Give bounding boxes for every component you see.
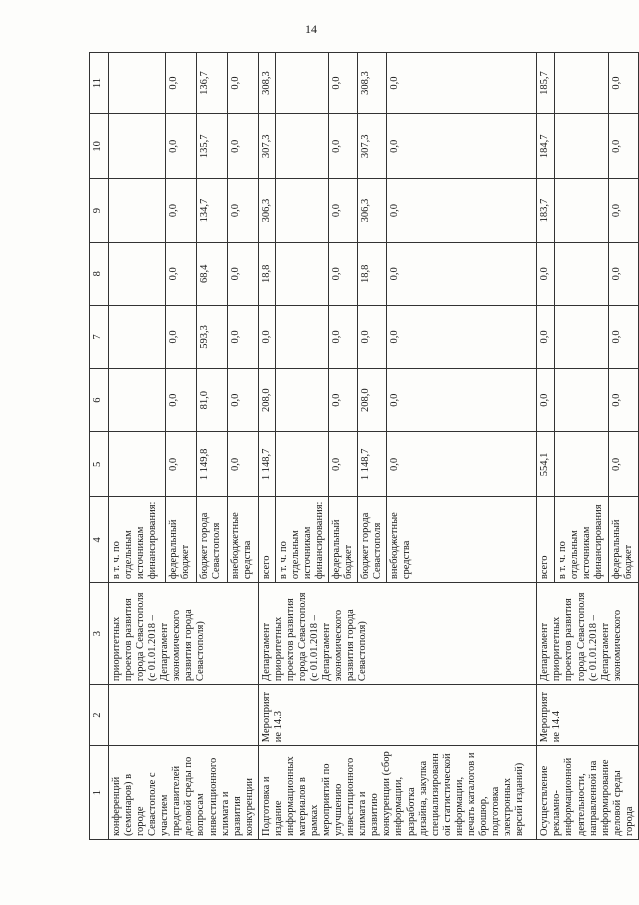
value-cell [554,432,608,497]
value-cell: 0,0 [329,369,358,432]
header-cell: 9 [90,179,109,242]
measure-description: конференций (семинаров) в городе Севастополе с участием представителей деловой среды по вопросам инвестиционного климата и развития конкуренции [109,746,259,840]
header-cell: 10 [90,114,109,179]
value-cell: 306,3 [258,179,275,242]
responsible-executor: Департамент приоритетных проектов развития города Севастополя (с 01.01.2018 – Департамент экономического [537,583,639,685]
value-cell [275,242,328,305]
measure-description: Осуществление рекламно-информационной деятельности, направленной на информирование деловой среды города [537,746,639,840]
value-cell: 0,0 [227,53,258,114]
value-cell: 18,8 [358,242,387,305]
value-cell [275,369,328,432]
value-cell [109,114,166,179]
value-cell [275,114,328,179]
funding-source: в т. ч. по отдельным источникам финансирования [554,497,608,583]
value-cell: 0,0 [609,432,639,497]
value-cell: 0,0 [387,114,537,179]
value-cell: 135,7 [196,114,227,179]
value-cell: 308,3 [258,53,275,114]
value-cell: 18,8 [258,242,275,305]
value-cell [275,305,328,368]
value-cell [275,53,328,114]
value-cell: 81,0 [196,369,227,432]
header-cell: 1 [90,746,109,840]
funding-source: федеральный бюджет [609,497,639,583]
funding-source: всего [537,497,554,583]
value-cell: 306,3 [358,179,387,242]
value-cell [275,179,328,242]
value-cell: 0,0 [227,305,258,368]
value-cell: 0,0 [329,114,358,179]
header-cell: 4 [90,497,109,583]
value-cell: 0,0 [165,369,196,432]
value-cell: 0,0 [329,305,358,368]
funding-source: бюджет города Севастополя [196,497,227,583]
measure-code: Мероприятие 14.3 [258,685,537,746]
value-cell: 307,3 [358,114,387,179]
value-cell: 0,0 [258,305,275,368]
value-cell: 183,7 [537,179,554,242]
table-row [109,53,166,840]
value-cell: 0,0 [165,242,196,305]
header-cell: 5 [90,432,109,497]
value-cell: 0,0 [165,53,196,114]
value-cell: 0,0 [329,242,358,305]
budget-table [89,52,639,840]
value-cell: 0,0 [387,53,537,114]
funding-source: федеральный бюджет [329,497,358,583]
header-cell: 11 [90,53,109,114]
value-cell: 0,0 [165,114,196,179]
value-cell: 0,0 [609,114,639,179]
funding-source: внебюджетные средства [387,497,537,583]
value-cell: 0,0 [329,432,358,497]
value-cell: 0,0 [609,179,639,242]
table-row [258,53,275,840]
value-cell: 0,0 [609,369,639,432]
header-cell: 8 [90,242,109,305]
value-cell: 0,0 [387,369,537,432]
value-cell: 0,0 [227,369,258,432]
value-cell: 184,7 [537,114,554,179]
value-cell [554,305,608,368]
value-cell: 0,0 [227,432,258,497]
value-cell: 0,0 [329,179,358,242]
value-cell [109,432,166,497]
value-cell: 208,0 [358,369,387,432]
value-cell: 1 148,7 [358,432,387,497]
value-cell: 0,0 [165,305,196,368]
value-cell: 0,0 [165,432,196,497]
value-cell [109,305,166,368]
value-cell [109,369,166,432]
value-cell [554,53,608,114]
value-cell: 208,0 [258,369,275,432]
measure-description: Подготовка и издание информационных материалов в рамках мероприятий по улучшению инвестиционного климата и развитию конкуренции (сбор информации, разработка дизайна, закупка специализированной статистической информации, печать каталогов и брошюр, подготовка электронных версий изданий) [258,746,537,840]
value-cell: 0,0 [609,242,639,305]
header-cell: 2 [90,685,109,746]
value-cell: 554,1 [537,432,554,497]
value-cell: 0,0 [537,305,554,368]
funding-source: бюджет города Севастополя [358,497,387,583]
value-cell: 0,0 [387,432,537,497]
value-cell: 134,7 [196,179,227,242]
value-cell [109,242,166,305]
value-cell: 0,0 [227,242,258,305]
value-cell: 0,0 [387,305,537,368]
value-cell: 0,0 [387,242,537,305]
measure-code [109,685,259,746]
funding-source: внебюджетные средства [227,497,258,583]
value-cell: 307,3 [258,114,275,179]
value-cell: 1 148,7 [258,432,275,497]
value-cell: 0,0 [537,369,554,432]
value-cell: 0,0 [227,114,258,179]
value-cell: 0,0 [609,53,639,114]
value-cell [554,114,608,179]
page-number: 14 [305,22,317,36]
value-cell: 0,0 [329,53,358,114]
funding-source: в т. ч. по отдельным источникам финансирования: [109,497,166,583]
value-cell: 308,3 [358,53,387,114]
header-cell: 7 [90,305,109,368]
value-cell: 0,0 [609,305,639,368]
value-cell: 0,0 [227,179,258,242]
funding-source: в т. ч. по отдельным источникам финансирования: [275,497,328,583]
value-cell: 68,4 [196,242,227,305]
value-cell [109,179,166,242]
table-row [537,53,554,840]
measure-code: Мероприятие 14.4 [537,685,639,746]
value-cell: 0,0 [537,242,554,305]
responsible-executor: приоритетных проектов развития города Севастополя (с 01.01.2018 – Департамент экономического развития города Севастополя) [109,583,259,685]
value-cell: 593,3 [196,305,227,368]
value-cell: 185,7 [537,53,554,114]
value-cell: 1 149,8 [196,432,227,497]
value-cell [554,179,608,242]
funding-source: всего [258,497,275,583]
value-cell: 0,0 [358,305,387,368]
value-cell [275,432,328,497]
header-cell: 6 [90,369,109,432]
value-cell: 136,7 [196,53,227,114]
value-cell [109,53,166,114]
value-cell [554,242,608,305]
header-row [90,53,109,840]
funding-source: федеральный бюджет [165,497,196,583]
header-cell: 3 [90,583,109,685]
value-cell: 0,0 [165,179,196,242]
value-cell [554,369,608,432]
value-cell: 0,0 [387,179,537,242]
responsible-executor: Департамент приоритетных проектов развития города Севастополя (с 01.01.2018 – Департамент экономического развития города Севастополя) [258,583,537,685]
